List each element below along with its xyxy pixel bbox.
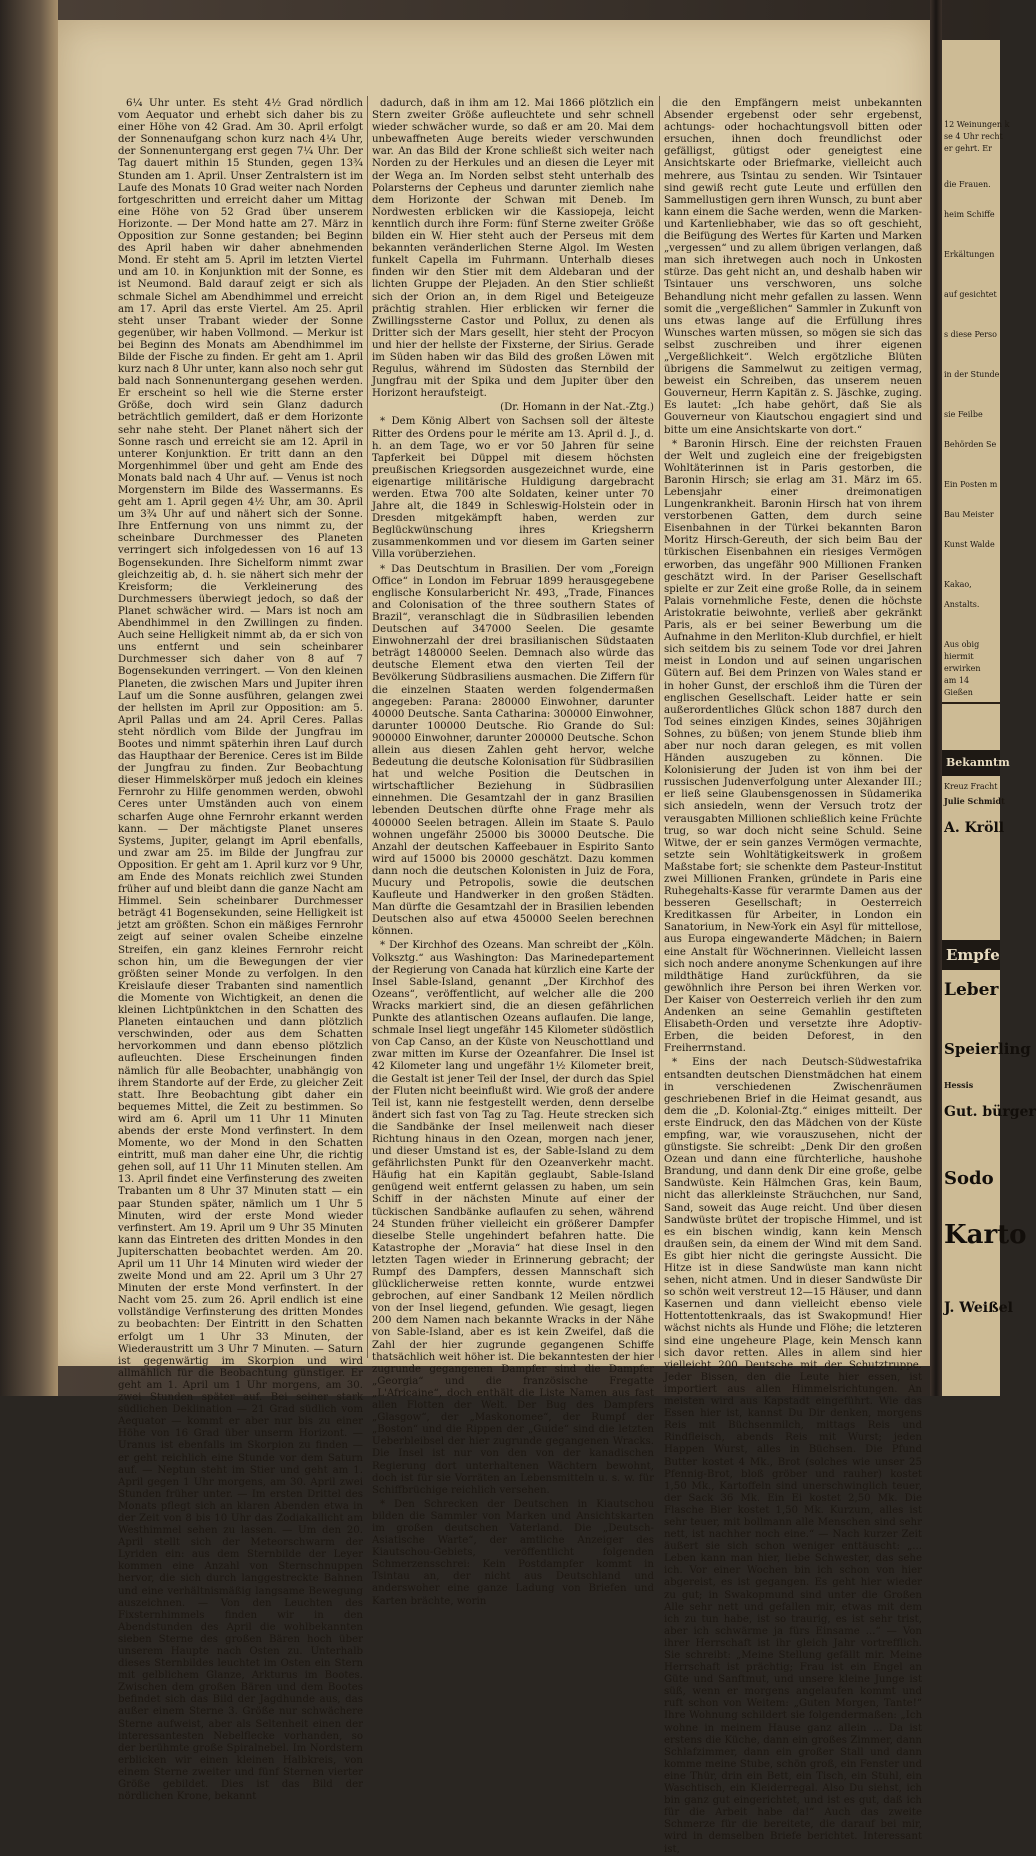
left-book-edge: [0, 0, 58, 1396]
adjacent-snippet: die Frauen.: [944, 180, 991, 189]
adjacent-snippet: Anstalts.: [944, 600, 980, 609]
ad-title: Karto: [944, 1220, 1027, 1250]
adjacent-snippet: Erkältungen: [944, 250, 995, 259]
ad-title: Gut. bürger: [944, 1104, 1036, 1120]
adjacent-snippet: 12 Weinungen k: [944, 120, 1010, 129]
ad-title: Speierling: [944, 1040, 1031, 1058]
article-source: (Dr. Homann in der Nat.-Ztg.): [500, 402, 654, 414]
astronomy-article-end: dadurch, daß in ihm am 12. Mai 1866 plötzlich ein Stern zweiter Größe aufleuchtete und sehr schnell wieder schwächer wurde, so daß er am 20. Mai dem unbewaffneten Auge bereits wieder verschwunden war. An das Bild der Krone schließt sich weiter nach Norden zu der Herkules und an diesen die Leyer mit der Wega an. Im Norden selbst steht unterhalb des Polarsterns der Cepheus und darunter ziemlich nahe dem Horizonte der Schwan mit Deneb. Im Nordwesten erblicken wir die Kassiopeja, leicht kenntlich durch ihre Form: fünf Sterne zweiter Größe bilden ein W. Hier steht auch der Perseus mit dem bekannten veränderlichen Sterne Algol. Im Westen funkelt Capella im Fuhrmann. Unterhalb dieses finden wir den Stier mit dem Aldebaran und der lichten Gruppe der Plejaden. An den Stier schließt sich der Orion an, in dem Rigel und Beteigeuze prächtig strahlen. Hier erblicken wir ferner die Zwillingssterne Castor und Pollux, zu denen als Dritter sich der Mars gesellt, hier steht der Procyon und hier der hellste der Fixsterne, der Sirius. Gerade im Süden haben wir das Bild des großen Löwen mit Regulus, während im Südosten das Sternbild der Jungfrau mit der Spika und dem Jupiter über den Horizont heraufsteigt.: [372, 98, 654, 400]
ad-title: Leber: [944, 980, 999, 1000]
adjacent-snippet: hiermit: [944, 652, 974, 661]
adjacent-snippet: Kunst Walde: [944, 540, 995, 549]
adjacent-snippet: Ein Posten m: [944, 480, 998, 489]
adjacent-snippet: s diese Perso: [944, 330, 997, 339]
adjacent-snippet: Behörden Se: [944, 440, 997, 449]
column-3: [664, 98, 922, 1855]
column-rule: [659, 96, 660, 1358]
divider: [942, 702, 1000, 704]
adjacent-snippet: Kreuz Fracht: [944, 782, 998, 791]
column-rule: [367, 96, 368, 1358]
column-2: [372, 98, 654, 1607]
article-kiautschou-end: die den Empfängern meist unbekannten Absender ergebenst oder sehr ergebenst, achtungs- oder hochachtungsvoll bitten oder ersuchen, ihnen doch freundlichst oder gefälligst, gütigst oder geneigtest eine Ansichtskarte oder Briefmarke, vielleicht auch mehrere, aus Tsintau zu senden. Wir Tsintauer sind gewiß recht gute Leute und erfüllen den Sammellustigen gern ihren Wunsch, zu bunt aber kann einem die Sache werden, wenn die Marken- und Kartenliebhaber, wie das so oft geschieht, die Beifügung des Wertes für Karten und Marken „vergessen“ und zu allem übrigen verlangen, daß man sich ihretwegen auch noch in Unkosten stürze. Das geht nicht an, und deshalb haben wir Tsintauer uns verschworen, uns solche Behandlung nicht mehr gefallen zu lassen. Wenn somit die „vergeßlichen“ Sammler in Zukunft von uns etwas lange auf die Erfüllung ihres Wunsches warten müssen, so mögen sie sich das selbst zuschreiben und ihrer eigenen „Vergeßlichkeit“. Welch ergötzliche Blüten übrigens die Sammelwut zu zeitigen vermag, beweist ein Schreiben, das unserem neuen Gouverneur, Herrn Kapitän z. S. Jäschke, zuging. Es lautet: „Ich habe gehört, daß Sie als Gouverneur von Kiautschou engagiert sind und bitte um eine Ansichtskarte von dort.“: [664, 98, 922, 436]
adjacent-snippet: in der Stunde: [944, 370, 1000, 379]
article-baronin-hirsch: * Baronin Hirsch. Eine der reichsten Frauen der Welt und zugleich eine der freigebigsten Wohltäterinnen ist in Paris gestorben, die Baronin Hirsch; sie erlag am 31. März im 65. Lebensjahr einer dreimonatigen Lungenkrankheit. Baronin Hirsch hat von ihrem verstorbenen Gatten, dem durch seine Eisenbahnen in der Türkei bekannten Baron Moritz Hirsch-Gereuth, der sich beim Bau der türkischen Eisenbahnen ein riesiges Vermögen erworben, das ungefähr 900 Millionen Franken geschätzt wird. In der Pariser Gesellschaft spielte er zur Zeit eine große Rolle, da in seinem Palais vornehmliche Feste, denen die höchste Aristokratie beiwohnte, verließ aber gekränkt Paris, als er bei seiner Bewerbung um die Aufnahme in den Merliton-Klub durchfiel, er hielt sich seitdem bis zu seinem Tode vor drei Jahren meist in London und auf seinen ungarischen Gütern auf. Bei dem Prinzen von Wales stand er in hoher Gunst, der erschloß ihm die Türen der englischen Gesellschaft. Leider hatte er sein außerordentliches Glück schon 1887 durch den Tod seines einzigen Kindes, seines 30jährigen Sohnes, zu büßen; von jenem Stunde blieb ihm aber nur noch daran gelegen, es mit vollen Händen auszugeben zu können. Die Kolonisierung der Juden ist von ihm bei der russischen Judenverfolgung unter Alexander III.; er ließ seine Glaubensgenossen in Südamerika sich ansiedeln, wenn der Versuch trotz der verausgabten Millionen schließlich keine Früchte trug, so war doch nicht seine Schuld. Seine Witwe, der er sein ganzes Vermögen vermachte, setzte sein Wohltätigkeitswerk in großem Maßstabe fort; sie schenkte dem Pasteur-Institut zwei Millionen Franken, gründete in Paris eine Ruhegehalts-Kasse für verarmte Damen aus der besseren Gesellschaft; in Oesterreich Kreditkassen für Arbeiter, in London ein Sanatorium, in New-York ein Asyl für mittellose, aus Europa eingewanderte Mädchen; in Baiern eine Anstalt für Wöchnerinnen. Vielleicht lassen sich noch andere anonyme Schenkungen auf ihre mildthätige Hand zurückführen, da sie gewöhnlich ihre Person bei ihren Werken vor. Der Kaiser von Oesterreich verlieh ihr den zum Andenken an seine Gemahlin gestifteten Elisabeth-Orden und versetzte ihre Adoptiv-Erben, die beiden Deforest, in den Freiherrnstand.: [664, 438, 922, 1055]
adjacent-snippet: Kakao,: [944, 580, 972, 589]
adjacent-page: [942, 40, 1036, 1396]
ad-banner: Bekanntm: [942, 750, 1000, 776]
article-king-albert: * Dem König Albert von Sachsen soll der älteste Ritter des Ordens pour le mérite am 13. April d. J., d. h. an dem Tage, wo er vor 50 Jahren für seine Tapferkeit bei Düppel mit diesem höchsten preußischen Kriegsorden ausgezeichnet wurde, eine eigenartige militärische Huldigung dargebracht werden. Etwa 700 alte Soldaten, keiner unter 70 Jahre alt, die 1849 in Schleswig-Holstein oder in Dresden mitgekämpft haben, werden zur Beglückwünschung ihres Kriegsherrn zusammenkommen und vor diesem im Garten seiner Villa vorüberziehen.: [372, 416, 654, 561]
adjacent-snippet: Hessis: [944, 1080, 974, 1090]
adjacent-snippet: Aus obig: [944, 640, 980, 649]
ad-title: Sodo: [944, 1168, 994, 1189]
adjacent-snippet: am 14: [944, 676, 970, 685]
astronomy-article: 6¼ Uhr unter. Es steht 4½ Grad nördlich vom Aequator und erhebt sich daher bis zu einer Höhe von 42 Grad. Am 30. April erfolgt der Sonnenaufgang schon kurz nach 4¼ Uhr, der Sonnenuntergang erst gegen 7¼ Uhr. Der Tag dauert mithin 15 Stunden, gegen 13¾ Stunden am 1. April. Unser Zentralstern ist im Laufe des Monats 10 Grad weiter nach Norden fortgeschritten und erreicht daher um Mittag eine Höhe von 52 Grad über unserem Horizonte. — Der Mond hatte am 27. März in Opposition zur Sonne gestanden; bei Beginn des April haben wir daher abnehmenden Mond. Er steht am 5. April im letzten Viertel und am 10. in Konjunktion mit der Sonne, es ist Neumond. Bald darauf zeigt er sich als schmale Sichel am Abendhimmel und erreicht am 17. April das erste Viertel. Am 25. April steht unser Trabant wieder der Sonne gegenüber, wir haben Vollmond. — Merkur ist bei Beginn des Monats am Abendhimmel im Bilde der Fische zu finden. Er geht am 1. April kurz nach 8 Uhr unter, kann also noch sehr gut bald nach Sonnenuntergang gesehen werden. Er erscheint so hell wie die Sterne erster Größe, doch wird sein Glanz dadurch beträchtlich gemildert, daß er dem Horizonte sehr nahe steht. Der Planet nähert sich der Sonne rasch und erreicht sie am 12. April in unterer Konjunktion. Er tritt dann an den Morgenhimmel über und geht am Ende des Monats bald nach 4 Uhr auf. — Venus ist noch Morgenstern im Bilde des Wassermanns. Es geht am 1. April gegen 4½ Uhr, am 30. April um 3¾ Uhr auf und nähert sich der Sonne. Ihre Entfernung von uns nimmt zu, der scheinbare Durchmesser des Planeten verringert sich infolgedessen von 16 auf 13 Bogensekunden. Ihre Sichelform nimmt zwar gleichzeitig ab, d. h. sie nähert sich mehr der Kreisform; die Verkleinerung des Durchmessers überwiegt jedoch, so daß der Planet schwächer wird. — Mars ist noch am Abendhimmel in den Zwillingen zu finden. Auch seine Helligkeit nimmt ab, da er sich von uns entfernt und sein scheinbarer Durchmesser sich daher von 8 auf 7 Bogensekunden verringert. — Von den kleinen Planeten, die zwischen Mars und Jupiter ihren Lauf um die Sonne ausführen, gelangen zwei der hellsten im April zur Opposition: am 5. April Pallas und am 24. April Ceres. Pallas steht nördlich vom Bilde der Jungfrau im Bootes und nimmt späterhin ihren Lauf durch das Haupthaar der Berenice. Ceres ist im Bilde der Jungfrau zu finden. Zur Beobachtung dieser Himmelskörper muß jedoch ein kleines Fernrohr zu Hilfe genommen werden, obwohl Ceres unter Umständen auch von einem scharfen Auge ohne Fernrohr erkannt werden kann. — Der mächtigste Planet unseres Systems, Jupiter, gelangt im April ebenfalls, und zwar am 25. im Bilde der Jungfrau zur Opposition. Er geht am 1. April kurz vor 9 Uhr, am Ende des Monats reichlich zwei Stunden früher auf und bleibt dann die ganze Nacht am Himmel. Sein scheinbarer Durchmesser beträgt 41 Bogensekunden, seine Helligkeit ist jetzt am größten. Schon ein mäßiges Fernrohr zeigt auf seiner ovalen Scheibe einzelne Streifen, ein ganz kleines Fernrohr reicht schon hin, um die Bewegungen der vier größten seiner Monde zu verfolgen. In den Kreislaufe dieser Trabanten sind namentlich die Momente von Wichtigkeit, an denen die kleinen Lichtpünktchen in den Schatten des Planeten eintauchen und dann plötzlich verschwinden, oder aus dem Schatten hervorkommen und dann ebenso plötzlich aufleuchten. Diese Erscheinungen finden nämlich für alle Beobachter, unabhängig von ihrem Standorte auf der Erde, zu gleicher Zeit statt. Ihre Beobachtung gibt daher ein bequemes Mittel, die Zeit zu bestimmen. So wird am 6. April um 11 Uhr 11 Minuten abends der erste Mond verfinstert. In dem Momente, wo der Mond in den Schatten eintritt, muß man daher eine Uhr, die richtig gehen soll, auf 11 Uhr 11 Minuten stellen. Am 13. April findet eine Verfinsterung des zweiten Trabanten um 8 Uhr 37 Minuten statt — ein paar Stunden später, nämlich um 1 Uhr 5 Minuten, wird der erste Mond wieder verfinstert. Am 19. April um 9 Uhr 35 Minuten kann das Eintreten des dritten Mondes in den Jupiterschatten beobachtet werden. Am 20. April um 11 Uhr 14 Minuten wird wieder der zweite Mond und am 22. April um 3 Uhr 27 Minuten der erste Mond verfinstert. In der Nacht vom 25. zum 26. April endlich ist eine vollständige Verfinsterung des dritten Mondes zu beobachten: Der Eintritt in den Schatten erfolgt um 1 Uhr 33 Minuten, der Wiederaustritt um 3 Uhr 7 Minuten. — Saturn ist gegenwärtig im Skorpion und wird allmählich für die Beobachtung günstiger. Er geht am 1. April um 1 Uhr morgens, am 30. zwei Stunden später auf. Bei seiner stark südlichen Deklination — 21 Grad südlich vom Aequator — kommt er aber nur bis zu einer Höhe von 16 Grad über unserm Horizont. — Uranus ist ebenfalls im Skorpion zu finden — er geht reichlich eine Stunde vor dem Saturn auf. — Neptun steht im Stier und geht am 1. April gegen 1 Uhr morgens, am 30. April zwei Stunden früher unter. — Im ersten Drittel des Monats pflegt sich an klaren Abenden etwa in der Zeit von 8 bis 10 Uhr das Zodiakallicht am Westhimmel sehen zu lassen. — Um den 20. April stellt sich der Meteorschwarm der Lyriden ein: aus dem Sternbilde der Leyer kommen eine Anzahl von Sternschnuppen hervor, die sich durch langgestreckte Bahnen und eine verhältnismäßig langsame Bewegung auszeichnen. — Von den Leuchten des Fixsternhimmels finden wir in den Abendstunden des April die wohlbekannten sieben Sterne des großen Bären hoch über unserem Haupte nach Osten zu. Unterhalb dieses Sternbildes leuchtet im Osten ein Stern mit gelblichem Glanze, Arkturus im Bootes. Zwischen dem großen Bären und dem Bootes befindet sich das Bild der Jagdhunde aus, das außer einem Sterne 3. Größe nur schwächere Sterne aufweist, aber als Seltenheit einen der interessantesten Nebelflecke vorhanden, so der berühmte große Spiralnebel. Im Nordstern erblicken wir einen kleinen Halbkreis, von einem Sterne zweiter und fünf Sternen vierter Größe gebildet. Dies ist das Bild der nördlichen Krone, bekannt: [118, 98, 363, 1803]
adjacent-snippet: Bau Meister: [944, 510, 994, 519]
ad-name: J. Weißel: [944, 1300, 1013, 1316]
book-gutter: [930, 0, 942, 1396]
adjacent-snippet: se 4 Uhr recht: [944, 132, 1003, 141]
ad-banner: Empfe: [942, 940, 1000, 970]
column-1: [118, 98, 363, 1803]
adjacent-snippet: er gehrt. Er: [944, 144, 992, 153]
article-kiautschou: * Den Schrecken der Deutschen in Kiautschou bilden die Sammler von Marken und Ansichtskarten im großen deutschen Vaterland. Die „Deutsch-Asiatische Warte“, der amtliche Anzeiger des Kiautschou-Gebiets, veröffentlicht folgenden Schmerzensschrei: Kein Postdampfer kommt in Tsintau an, der nicht aus Deutschland und anderswoher eine ganze Ladung von Briefen und Karten brächte, worin: [372, 1498, 654, 1607]
article-ocean-cemetery: * Der Kirchhof des Ozeans. Man schreibt der „Köln. Volksztg.“ aus Washington: Das Marinedepartement der Regierung von Canada hat kürzlich eine Karte der Insel Sable-Island, genannt „Der Kirchhof des Ozeans“, veröffentlicht, auf welcher alle die 200 Wracks markiert sind, die an diesen gefährlichen Punkte des atlantischen Ozeans auflaufen. Die lange, schmale Insel liegt ungefähr 145 Kilometer südöstlich von Cap Canso, an der Küste von Neuschottland und zwar mitten im Kurse der Ozeanfahrer. Die Insel ist 42 Kilometer lang und ungefähr 1½ Kilometer breit, die Gestalt ist jener Teil der Insel, der durch das Spiel der Fluten nicht beeinflußt wird. Wie groß der andere Teil ist, kann nie festgestellt werden, denn derselbe ändert sich fast von Tag zu Tag. Heute strecken sich die Sandbänke der Insel meilenweit nach dieser Richtung hinaus in den Ozean, morgen nach jener, und dieser Umstand ist es, der Sable-Island zu dem gefährlichsten Punkt für den Ozeanverkehr macht. Häufig hat ein Kapitän geglaubt, Sable-Island genügend weit entfernt gelassen zu haben, um sein Schiff in der nächsten Minute auf einer der tückischen Sandbänke auflaufen zu sehen, während 24 Stunden früher vielleicht ein größerer Dampfer dieselbe Stelle ungehindert befahren hatte. Die Katastrophe der „Moravia“ hat diese Insel in den letzten Tagen wieder in Erinnerung gebracht; der Rumpf des Dampfers, dessen Mannschaft sich glücklicherweise retten konnte, wurde entzwei gebrochen, auf einer Sandbank 12 Meilen nördlich von der Insel liegend, gefunden. Wie gesagt, liegen 200 dem Namen nach bekannte Wracks in der Nähe von Sable-Island, aber es ist kein Zweifel, daß die Zahl der hier zugrunde gegangenen Schiffe thatsächlich weit höher ist. Die bekanntesten der hier zugrunde gegangenen Dampfer sind die Dampfer „Georgia“ und die französische Fregatte „L'Africaine“, doch enthält die Liste Namen aus fast allen Flotten der Welt. Der Bug des Dampfers „Glasgow“, der „Maskonomee“, der Rumpf der „Boston“ und die Rippen der „Guide“ sind die letzten Ueberbleibsel der hier zugrunde gegangenen Wracks. Die Insel ist nur von den von der kanadischen Regierung dort unterhaltenen Wächtern bewohnt, doch ist für sie Vorräten an Lebensmitteln u. s. w. für Schiffbrüchige reichlich versehen.: [372, 940, 654, 1496]
adjacent-snippet: erwirken: [944, 664, 981, 673]
article-dienstmaedchen: * Eins der nach Deutsch-Südwestafrika entsandten deutschen Dienstmädchen hat einem in verschiedenen Zwischenräumen geschriebenen Brief in die Heimat gesandt, aus dem die „D. Kolonial-Ztg.“ einiges mitteilt. Der erste Eindruck, den das Mädchen von der Küste empfing, war, wie vorauszusehen, nicht der günstigste. Sie schreibt: „Denk Dir den großen Ozean und dann eine fürchterliche, haushohe Brandung, und dann denk Dir eine große, gelbe Sandwüste. Kein Hälmchen Gras, kein Baum, nicht das allerkleinste Sträuchchen, nur Sand, Sand, soweit das Auge reicht. Und über diesen Sandwüste brütet der tropische Himmel, und ist es ein bischen windig, kann kein Mensch draußen sein, da einem der Wind mit dem Sand. Es gibt hier nicht die geringste Aussicht. Die Hitze ist in diese Sandwüste man kann nicht sehen, nicht atmen. Und in dieser Sandwüste Dir so schön weit verstreut 12—15 Häuser, und dann Kasernen und dann vielleicht ebenso viele Hottentottenkraals, das ist Swakopmund! Hier wächst nichts als Hunde und Flöhe; die letzteren sind eine ungeheure Plage, kein Mensch kann sich davor retten. Alles in allem sind hier vielleicht 200 Deutsche mit der Schutztruppe. Jeder Bissen, den die Leute hier essen, ist importiert aus allen Himmelsrichtungen. An meisten wird aus Kapstadt eingeführt. Wie das Essen hier ist, kannst Du Dir denken, morgens Reis mit Büchsenmilch, mittags Reis und Rindfleisch, abends Reis mit Wurst; jeden Happen Wurst, alles in Büchsen. Die Pfund Butter kostet 4 Mk., Brot (solches wie unser 25 Pfennig-Brot, bloß gröber und rauher) kostet 1,50 Mk., Kartoffeln sind unerschwinglich teuer, der Sack 36 Mk. Ein Ei kostet 2,50 Mk. Die Flasche Bier kostet 1,50 Mk. Kurzum, alles ist sehr teuer, mit bollmann alle Menschen sind sehr nett, ist nachher noch eine.“ — Nach kurzer Zeit äußert sie sich schon weniger enttäuscht: „... Leben kann man hier, liebe Schwester, das sehe ich. Vor einer Wochen bin ich schon von hier abgereist, es ist gegangen. Es geht hier wieder zu gut; in Swakopmund sind unter die Großen Alle sehr nett und gefallen mir, etwas mit dem ich zu tun habe, ist so traurig, es ist sehr trist, aber ich schwärme ja fürs Einsame ...“ — Von ihrer Herrschaft ist ihr gleich Jahr vortrefflich. Sie schreibt: „Meine Stellung gefällt mir. Meine Herrschaft ist prächtig; Frau ist ein Engel an Güte und Sanftmut, und unsere kleine Junge ist süß, wenn er morgens angelaufen kommt und ruft schon von Weitem: „Guten Morgen, Tante!“ Ihre Wohnung schildert sie folgendermaßen: „Ich wohne in meinem Hause ganz allein ... Da ist erstens die Küche, dann ein großes Zimmer, dann Schlafzimmer, dann ein großer Stall und dann komme meine Stube, schön groß, ein Fenster und eine Thür, drin ein Bett, ein Tisch, ein Stuhl, ein Waschtisch, ein Kleiderregal. Also Du siehst, ich bin ganz gut eingerichtet, und ist es gut, daß ich für die Arbeit habe da!“ Auch das zweite Schmerze für die bereitete, die darauf bei mir, wird in demselben Briefe berichtet. Interessant ist,: [664, 1057, 922, 1855]
adjacent-snippet: sie Feilbe: [944, 410, 983, 419]
article-brazil: * Das Deutschtum in Brasilien. Der vom „Foreign Office“ in London im Februar 1899 herausgegebene englische Konsularbericht Nr. 493, „Trade, Finances and Colonisation of the three southern States of Brazil“, veranschlagt die in Südbrasilien lebenden Deutschen auf 347000 Seelen. Die gesamte Einwohnerzahl der drei brasilianischen Südstaaten beträgt 1480000 Seelen. Demnach also würde das deutsche Element etwa den vierten Teil der Bevölkerung Südbrasiliens ausmachen. Die Ziffern für die einzelnen Staaten werden folgendermaßen angegeben: Parana: 280000 Einwohner, darunter 40000 Deutsche. Santa Catharina: 300000 Einwohner, darunter 100000 Deutsche. Rio Grande do Sul: 900000 Einwohner, darunter 200000 Deutsche. Schon allein aus diesen Zahlen geht hervor, welche Bedeutung die deutsche Kolonisation für Südbrasilien hat und welche Position die Deutschen in wirtschaftlicher Beziehung in Südbrasilien einnehmen. Die Gesamtzahl der in ganz Brasilien lebenden Deutschen dürfte ohne Frage mehr als 400000 Seelen betragen. Allein im Staate S. Paulo wohnen ungefähr 25000 bis 30000 Deutsche. Die Anzahl der deutschen Kaffeebauer in Espirito Santo wird auf 15000 bis 20000 geschätzt. Dazu kommen dann noch die deutschen Kolonisten in Juiz de Fora, Mucury und Petropolis, sowie die deutschen Kaufleute und Handwerker in den großen Städten. Man dürfte die Gesamtzahl der in Brasilien lebenden Deutschen also auf etwa 450000 Seelen berechnen können.: [372, 563, 654, 938]
adjacent-snippet: Julie Schmidt: [944, 796, 1005, 806]
ad-name: A. Kröll: [944, 820, 1005, 836]
adjacent-snippet: heim Schiffe: [944, 210, 995, 219]
adjacent-snippet: auf gesichtet: [944, 290, 997, 299]
adjacent-snippet: Gießen: [944, 688, 973, 697]
